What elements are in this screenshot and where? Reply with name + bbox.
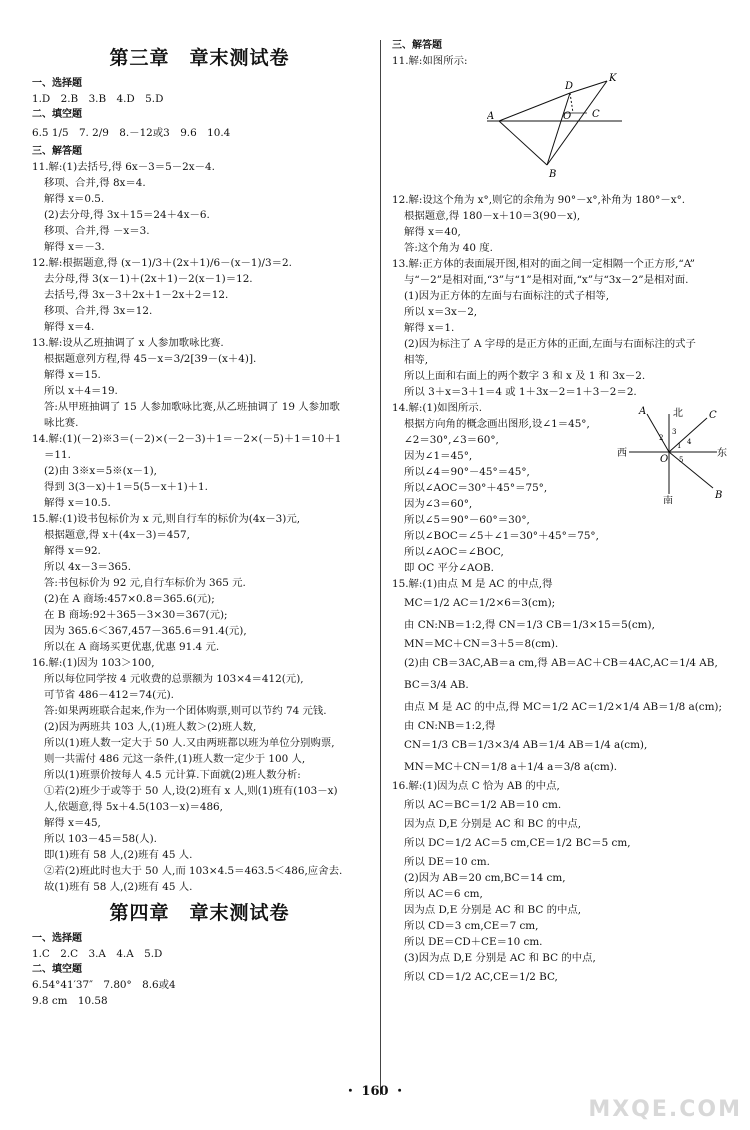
solution-line: 得到 3(3－x)＋1＝5(5－x＋1)＋1. <box>44 481 208 493</box>
solution-line: 即 OC 平分∠AOB. <box>404 562 494 574</box>
ch4-section-fill: 二、填空题 <box>32 964 82 975</box>
fig1-label: O <box>563 111 572 122</box>
ch3-section-solve: 三、解答题 <box>32 146 82 157</box>
solution-line: 13.解:正方体的表面展开图,相对的面之间一定相隔一个正方形,“A” <box>392 258 695 270</box>
solution-line: 所以 CD＝1/2 AC,CE＝1/2 BC, <box>404 971 558 983</box>
solution-line: 与“－2”是相对面,“3”与“1”是相对面,“x”与“3x－2”是相对面. <box>404 274 689 286</box>
solution-line: 由 CN:NB＝1:2,得 <box>404 720 496 732</box>
solution-line: 相等, <box>404 354 429 366</box>
solution-line: 根据方向角的概念画出图形,设∠1＝45°, <box>404 418 590 430</box>
page-number: ・ 160 ・ <box>343 1084 407 1099</box>
solution-line: 所以 CD＝3 cm,CE＝7 cm, <box>404 920 539 932</box>
ch3-section-fill: 二、填空题 <box>32 109 82 120</box>
solution-line: 故(1)班有 58 人,(2)班有 45 人. <box>44 881 193 893</box>
solution-line: 所以∠BOC＝∠5＋∠1＝30°＋45°＝75°, <box>404 530 599 542</box>
solution-line: 即(1)班有 58 人,(2)班有 45 人. <box>44 849 193 861</box>
solution-line: 去括号,得 3x－3＋2x＋1－2x＋2＝12. <box>44 289 229 301</box>
solution-line: 所以 103－45＝58(人). <box>44 833 157 845</box>
solution-line: 答:书包标价为 92 元,自行车标价为 365 元. <box>44 577 246 589</box>
solution-line: 因为 365.6＜367,457－365.6＝91.4(元), <box>44 625 247 637</box>
solution-line: 移项、合并,得 －x＝3. <box>44 225 150 237</box>
solution-line: 由 CN:NB＝1:2,得 CN＝1/3 CB＝1/3×15＝5(cm), <box>404 619 655 631</box>
ch3-solution-lines <box>32 159 367 895</box>
fig1-label: C <box>592 109 600 120</box>
solution-line: (2)因为标注了 A 字母的是正方体的正面,左面与右面标注的式子 <box>404 338 696 350</box>
ch4-section-solve: 三、解答题 <box>392 40 442 51</box>
solution-line: 解得 x＝－3. <box>44 241 105 253</box>
chapter3-title: 第三章 章末测试卷 <box>109 47 290 69</box>
fig2-label: 西 <box>617 448 627 459</box>
fig2-label: C <box>709 410 717 421</box>
solution-line: 解得 x＝4. <box>44 321 95 333</box>
chapter4-title: 第四章 章末测试卷 <box>109 902 290 924</box>
solution-line: CN＝1/3 CB＝1/3×3/4 AB＝1/4 AB＝1/4 a(cm), <box>404 739 648 751</box>
watermark-logo: MXQE.COM <box>588 1097 742 1122</box>
solution-line: MN＝MC＋CN＝3＋5＝8(cm). <box>404 638 559 650</box>
solution-line: 根据题意,得 180－x＋10＝3(90－x), <box>404 210 581 222</box>
solution-line: 移项、合并,得 8x＝4. <box>44 177 146 189</box>
solution-line: 16.解:(1)因为点 C 恰为 AB 的中点, <box>392 780 560 792</box>
solution-line: BC＝3/4 AB. <box>404 679 469 691</box>
solution-line: 答:这个角为 40 度. <box>404 242 493 254</box>
right-column <box>392 38 727 988</box>
ch4-fill-answers-a: 6.54°41′37″ 7.80° 8.6或4 <box>32 979 176 991</box>
solution-line: ＝11. <box>44 449 71 461</box>
ch3-choice-answers: 1.D 2.B 3.B 4.D 5.D <box>32 93 164 105</box>
fig2-label: 东 <box>717 448 727 459</box>
solution-line: 则一共需付 486 元这一条件,(1)班人数一定少于 100 人, <box>44 753 306 765</box>
solution-line: 在 B 商场:92＋365－3×30＝367(元); <box>44 609 228 621</box>
q11-line: 11.解:如图所示: <box>392 55 468 67</box>
solution-line: 由点 M 是 AC 的中点,得 MC＝1/2 AC＝1/2×1/4 AB＝1/8 a(cm); <box>404 701 722 713</box>
fig2-label: O <box>660 454 669 465</box>
solution-line: 所以 x＝3x－2, <box>404 306 478 318</box>
solution-line: (3)因为点 D,E 分别是 AC 和 BC 的中点, <box>404 952 596 964</box>
solution-line: (2)在 A 商场:457×0.8＝365.6(元); <box>44 593 215 605</box>
solution-line: 所以 AC＝6 cm, <box>404 888 483 900</box>
solution-line: 14.解:(1)(－2)※3＝(－2)×(－2－3)＋1＝－2×(－5)＋1＝10＋1 <box>32 433 342 445</box>
solution-line: 所以(1)班票价按每人 4.5 元计算.下面就(2)班人数分析: <box>44 769 301 781</box>
solution-line: 所以∠4＝90°－45°＝45°, <box>404 466 530 478</box>
left-column <box>32 38 367 1009</box>
solution-line: 人,依题意,得 5x＋4.5(103－x)＝486, <box>44 801 223 813</box>
fig2-label: 3 <box>672 428 677 436</box>
solution-line: 咏比赛. <box>44 417 79 429</box>
solution-line: 所以 AC＝BC＝1/2 AB＝10 cm. <box>404 799 562 811</box>
solution-line: 所以在 A 商场买更优惠,优惠 91.4 元. <box>44 641 220 653</box>
solution-line: 因为点 D,E 分别是 AC 和 BC 的中点, <box>404 818 582 830</box>
solution-line: 根据题意列方程,得 45－x＝3/2[39－(x＋4)]. <box>44 353 257 365</box>
solution-line: 12.解:根据题意,得 (x－1)/3＋(2x＋1)/6－(x－1)/3＝2. <box>32 257 292 269</box>
fig2-label: 4 <box>687 438 692 446</box>
solution-line: (2)由 CB＝3AC,AB＝a cm,得 AB＝AC＋CB＝4AC,AC＝1/4 AB, <box>404 657 718 669</box>
solution-line: 16.解:(1)因为 103＞100, <box>32 657 155 669</box>
solution-line: (2)因为两班共 103 人,(1)班人数＞(2)班人数, <box>44 721 257 733</box>
solution-line: 解得 x＝1. <box>404 322 455 334</box>
solution-line: 所以∠5＝90°－60°＝30°, <box>404 514 530 526</box>
solution-line: 答:如果两班联合起来,作为一个团体购票,则可以节约 74 元钱. <box>44 705 327 717</box>
solution-line: 答:从甲班抽调了 15 人参加歌咏比赛,从乙班抽调了 19 人参加歌 <box>44 401 340 413</box>
solution-line: 因为∠3＝60°, <box>404 498 473 510</box>
solution-line: 解得 x＝92. <box>44 545 101 557</box>
solution-line: (1)因为正方体的左面与右面标注的式子相等, <box>404 290 610 302</box>
solution-line: 解得 x＝45, <box>44 817 101 829</box>
fig2-label: 北 <box>673 408 683 419</box>
solution-line: 15.解:(1)由点 M 是 AC 的中点,得 <box>392 578 553 590</box>
solution-line: 所以 DE＝CD＋CE＝10 cm. <box>404 936 543 948</box>
solution-line: 所以 x＋4＝19. <box>44 385 118 397</box>
solution-line: 所以上面和右面上的两个数字 3 和 x 及 1 和 3x－2. <box>404 370 646 382</box>
ch4-fill-answers-b: 9.8 cm 10.58 <box>32 995 108 1007</box>
solution-line: 解得 x＝40, <box>404 226 461 238</box>
fig2-label: B <box>715 490 723 501</box>
fig1-label: A <box>487 111 495 122</box>
solution-line: 所以 3＋x＝3＋1＝4 或 1＋3x－2＝1＋3－2＝2. <box>404 386 637 398</box>
solution-line: ①若(2)班少于或等于 50 人,设(2)班有 x 人,则(1)班有(103－x) <box>44 785 338 797</box>
solution-line: 移项、合并,得 3x＝12. <box>44 305 153 317</box>
solution-line: 14.解:(1)如图所示. <box>392 402 482 414</box>
ch4-section-choice: 一、选择题 <box>32 933 82 944</box>
solution-line: 解得 x＝0.5. <box>44 193 105 205</box>
solution-line: 解得 x＝15. <box>44 369 101 381</box>
solution-line: 15.解:(1)设书包标价为 x 元,则自行车的标价为(4x－3)元, <box>32 513 301 525</box>
solution-line: ∠2＝30°,∠3＝60°, <box>404 434 499 446</box>
fig1-label: B <box>549 169 557 180</box>
right-solution-lines-a <box>392 192 727 400</box>
compass-figure-q14 <box>617 404 727 504</box>
solution-line: 所以每位同学按 4 元收费的总票额为 103×4＝412(元), <box>44 673 304 685</box>
solution-line: MN＝MC＋CN＝1/8 a＋1/4 a＝3/8 a(cm). <box>404 761 618 773</box>
solution-line: 可节省 486－412＝74(元). <box>44 689 174 701</box>
fig1-label: D <box>565 81 574 92</box>
solution-line: 因为∠1＝45°, <box>404 450 473 462</box>
solution-line: 12.解:设这个角为 x°,则它的余角为 90°－x°,补角为 180°－x°. <box>392 194 686 206</box>
fig2-label: A <box>639 406 647 417</box>
solution-line: 所以∠AOC＝∠BOC, <box>404 546 504 558</box>
angle-figure-q11 <box>487 73 627 183</box>
solution-line: 所以 DE＝10 cm. <box>404 856 490 868</box>
solution-line: 所以 DC＝1/2 AC＝5 cm,CE＝1/2 BC＝5 cm, <box>404 837 631 849</box>
column-divider <box>380 40 381 1095</box>
solution-line: 去分母,得 3(x－1)＋(2x＋1)－2(x－1)＝12. <box>44 273 253 285</box>
fig2-label: 南 <box>663 496 673 504</box>
solution-line: 11.解:(1)去括号,得 6x－3＝5－2x－4. <box>32 161 215 173</box>
q14-block <box>392 400 727 576</box>
solution-line: ②若(2)班此时也大于 50 人,而 103×4.5＝463.5＜486,应舍去. <box>44 865 343 877</box>
ch3-section-choice: 一、选择题 <box>32 78 82 89</box>
ch4-choice-answers: 1.C 2.C 3.A 4.A 5.D <box>32 948 163 960</box>
fig2-label: 1 <box>677 442 682 450</box>
fig1-label: K <box>609 73 617 84</box>
solution-line: 根据题意,得 x＋(4x－3)＝457, <box>44 529 190 541</box>
solution-line: 所以 4x－3＝365. <box>44 561 132 573</box>
solution-line: 解得 x＝10.5. <box>44 497 111 509</box>
fig2-label: 2 <box>659 434 664 442</box>
right-solution-lines-c <box>392 576 727 988</box>
solution-line: 所以∠AOC＝30°＋45°＝75°, <box>404 482 548 494</box>
solution-line: 13.解:设从乙班抽调了 x 人参加歌咏比赛. <box>32 337 224 349</box>
solution-line: (2)由 3※x＝5※(x－1), <box>44 465 157 477</box>
solution-line: MC＝1/2 AC＝1/2×6＝3(cm); <box>404 597 556 609</box>
solution-line: (2)去分母,得 3x＋15＝24＋4x－6. <box>44 209 210 221</box>
solution-line: 所以(1)班人数一定大于 50 人.又由两班都以班为单位分别购票, <box>44 737 335 749</box>
solution-line: (2)因为 AB＝20 cm,BC＝14 cm, <box>404 872 566 884</box>
fig2-label: 5 <box>679 456 684 464</box>
solution-line: 因为点 D,E 分别是 AC 和 BC 的中点, <box>404 904 582 916</box>
ch3-fill-answers: 6.5 1/5 7. 2/9 8.－12或3 9.6 10.4 <box>32 127 231 139</box>
